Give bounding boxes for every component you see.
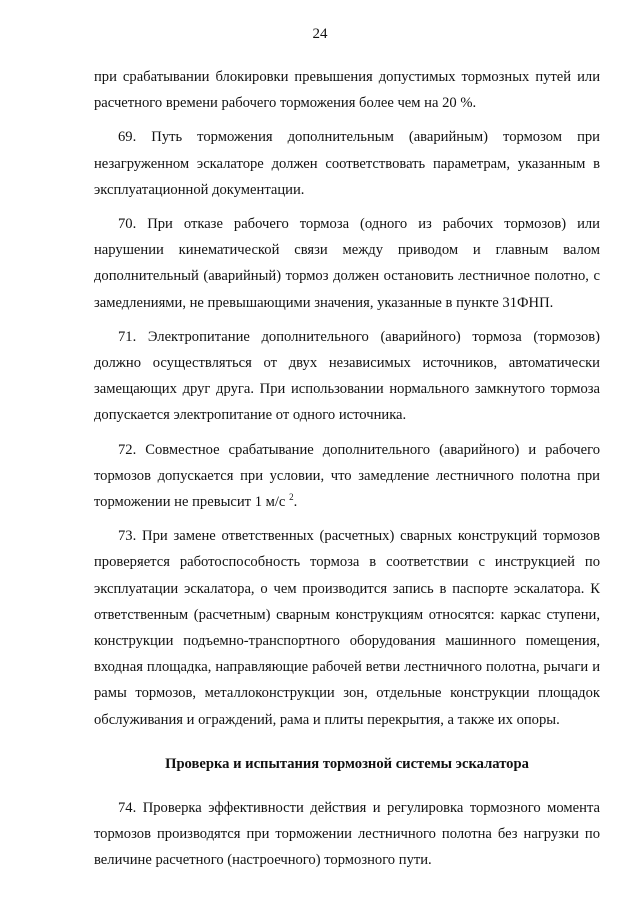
- page-number: 24: [312, 26, 328, 42]
- paragraph-73: 73. При замене ответственных (расчетных) сварных конструкций тормозов проверяется работоспособность тормоза в соответствии с инструкцией по эксплуатации эскалатора, о чем производится запись в паспорте эскалатора. К ответственным (расчетным) сварным конструкциям относятся: каркас ступени, конструкции подъемно-транспортного оборудования машинного помещения, входная площадка, направляющие рабочей ветви лестничного полотна, рычаги и рамы тормозов, металлоконструкции зон, отдельные конструкции площадок обслуживания и ограждений, рама и плиты перекрытия, а также их опоры.: [94, 528, 600, 728]
- paragraph-69: 69. Путь торможения дополнительным (аварийным) тормозом при незагруженном эскалаторе должен соответствовать параметрам, указанным в эксплуатационной документации.: [94, 129, 600, 198]
- document-body: [94, 64, 600, 882]
- paragraph-71: 71. Электропитание дополнительного (аварийного) тормоза (тормозов) должно осуществляться от двух независимых источников, автоматически замещающих друг друга. При использовании нормального замкнутого тормоза допускается электропитание от одного источника.: [94, 328, 600, 424]
- paragraph-72-text: 72. Совместное срабатывание дополнительного (аварийного) и рабочего тормозов допускается при условии, что замедление лестничного полотна при торможении не превысит 1 м/с: [94, 441, 600, 511]
- paragraph-72: [94, 437, 600, 516]
- section-heading: Проверка и испытания тормозной системы эскалатора: [165, 755, 529, 772]
- paragraph-72-superscript: 2: [289, 492, 294, 503]
- paragraph-74: 74. Проверка эффективности действия и регулировка тормозного момента тормозов производятся при торможении лестничного полотна без нагрузки по величине расчетного (настроечного) тормозного пути.: [94, 800, 600, 869]
- paragraph-72-tail: .: [293, 494, 298, 511]
- paragraph-70: 70. При отказе рабочего тормоза (одного из рабочих тормозов) или нарушении кинематической связи между приводом и главным валом дополнительный (аварийный) тормоз должен остановить лестничное полотно, с замедлениями, не превышающими значения, указанные в пункте 31ФНП.: [94, 216, 600, 311]
- paragraph-continuation: при срабатывании блокировки превышения допустимых тормозных путей или расчетного времени рабочего торможения более чем на 20 %.: [94, 69, 600, 112]
